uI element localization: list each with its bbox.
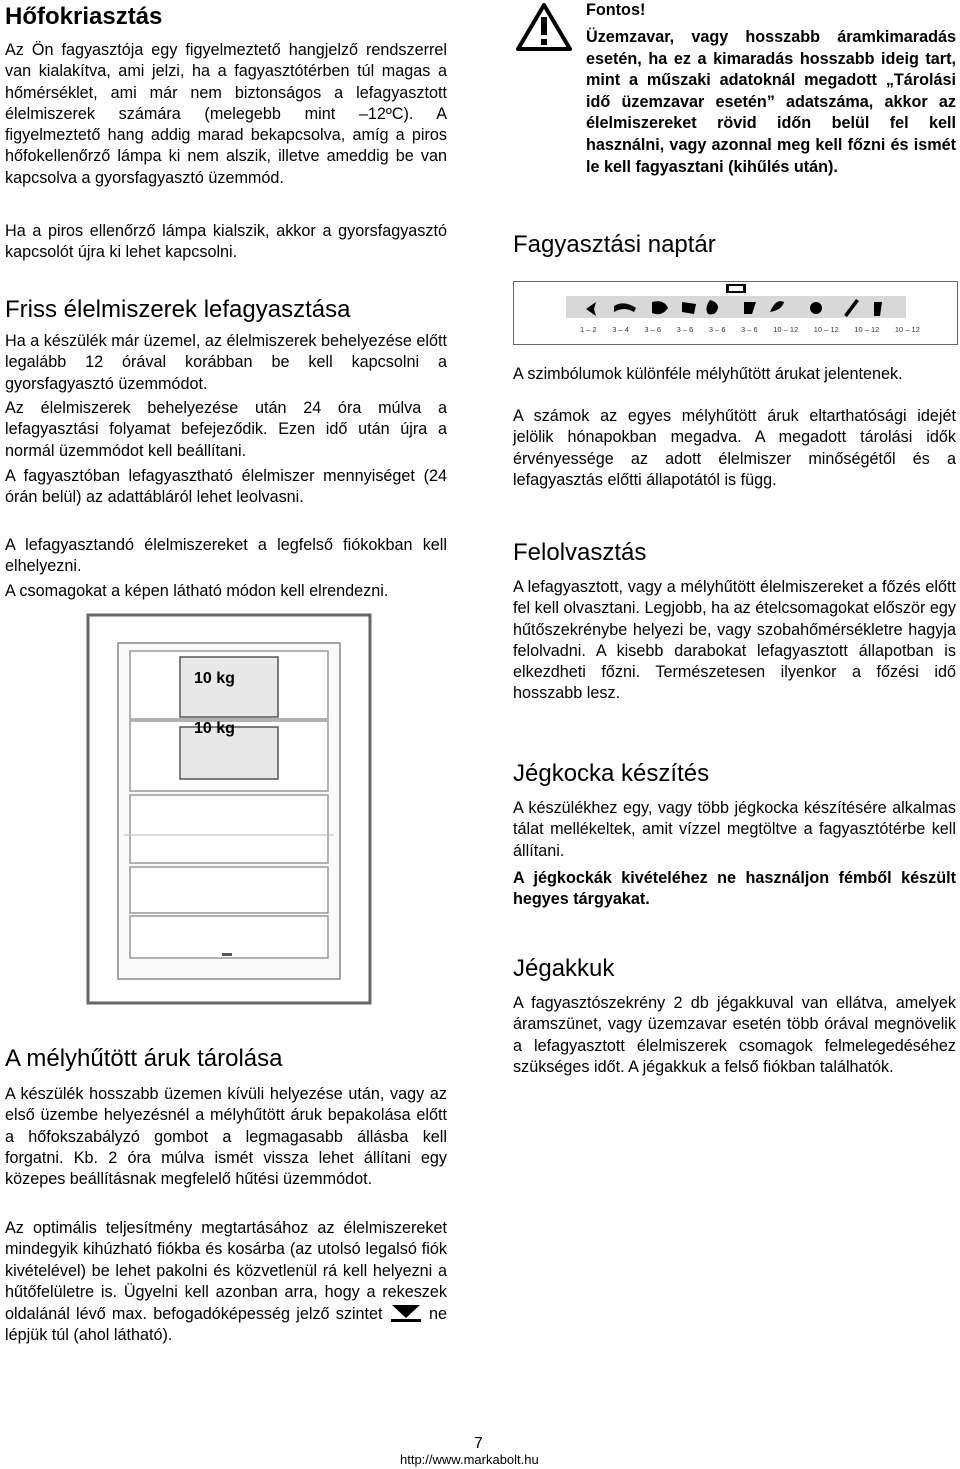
calendar-range: 3 – 6 [708,325,726,334]
paragraph: A számok az egyes mélyhűtött áruk eltarthatósági idejét jelölik hónapokban megadva. A megadott tárolási idők érvényessége az adott élelmiszer minőségétől és a lefagyasztás előtti állapotától is függ. [513,407,956,489]
calendar-range: 3 – 6 [644,325,662,334]
paragraph: A készülékhez egy, vagy több jégkocka készítésére alkalmas tálat mellékeltek, amit vízzel megtöltve a fagyasztótérbe kell állítani. [513,799,956,860]
section-title-hofokriasztas: Hőfokriasztás [5,3,163,30]
paragraph-bold: A jégkockák kivételéhez ne használjon fémből készült hegyes tárgyakat. [513,869,956,909]
warning-text: Üzemzavar, vagy hosszabb áramkimaradás esetén, ha ez a kimaradás hosszabb ideig tart, mint a műszaki adatoknál megadott „Tárolási idő üzemzavar esetén” adatszáma, akkor az élelmiszereket rövid időn belül fel kell használni, vagy azonnal meg kell főzni és ismét le kell fagyasztani (kihűlés után). [586,28,956,176]
paragraph: A szimbólumok különféle mélyhűtött árukat jelentenek. [513,365,903,383]
calendar-range: 10 – 12 [894,325,920,334]
paragraph: Ha a piros ellenőrző lámpa kialszik, akkor a gyorsfagyasztó kapcsolót újra ki lehet kapcsolni. [5,222,447,262]
fruit-icon [810,302,822,314]
freezing-calendar [513,281,958,345]
calendar-range: 3 – 6 [741,325,758,334]
calendar-symbols [514,282,957,344]
warning-icon [516,3,572,51]
page-number: 7 [474,1435,483,1452]
calendar-ranges [580,325,920,334]
figure-label: 10 kg [194,720,235,737]
calendar-range: 10 – 12 [773,325,799,334]
max-level-indicator-icon [389,1303,423,1323]
snowflake-icon [726,284,746,293]
calendar-range: 3 – 4 [612,325,629,334]
paragraph: A csomagokat a képen látható módon kell elrendezni. [5,582,389,600]
paragraph: Ha a készülék már üzemel, az élelmiszerek behelyezése előtt legalább 12 órával korábban be kell kapcsolni a gyorsfagyasztó üzemmódot. [5,332,447,393]
paragraph-text: ne lépjük túl (ahol látható). [5,1305,447,1345]
paragraph: Az Ön fagyasztója egy figyelmeztető hangjelző rendszerrel van kialakítva, ami jelzi, ha a fagyasztótérben túl magas a hőmérséklet, ami már nem biztonságos a lefagyasztott élelmiszerek számára (melegebb mint –12ºC). A figyelmeztető hang addig marad bekapcsolva, amíg a piros hőfokellenőrző lámpa ki nem alszik, illetve ameddig be van kapcsolva a gyorsfagyasztó üzemmód. [5,41,447,187]
calendar-range: 10 – 12 [813,325,839,334]
section-title-fagyasztasi-naptar: Fagyasztási naptár [513,231,716,258]
footer-url: http://www.markabolt.hu [400,1452,539,1467]
section-title-jegkocka: Jégkocka készítés [513,760,710,787]
warning-title: Fontos! [586,1,646,19]
paragraph [5,1218,447,1347]
calendar-range: 10 – 12 [854,325,880,334]
paragraph: A lefagyasztott, vagy a mélyhűtött élelmiszereket a főzés előtt fel kell olvasztani. Legjobb, ha az ételcsomagokat először egy hűtőszekrénybe helyezi be, vagy szobahőmérsékletre hagyja felolvadni. A kisebb darabokat lefagyasztott állapotban is elkezdheti főzni. Természetesen ilyenkor a főzési idő hosszabb lesz. [513,578,956,703]
section-title-felolvasztas: Felolvasztás [513,539,647,566]
section-title-friss-elelmiszerek: Friss élelmiszerek lefagyasztása [5,296,351,323]
paragraph: A fagyasztószekrény 2 db jégakkuval van ellátva, amelyek áramszünet, vagy üzemzavar esetén több órával megnövelik a lefagyasztott élelmiszerek csomagok felmelegedéséhez szükséges időt. A jégakkuk a felső fiókban találhatók. [513,994,956,1076]
paragraph: A fagyasztóban lefagyasztható élelmiszer mennyiséget (24 órán belül) az adattábláról lehet leolvasni. [5,467,447,507]
calendar-range: 1 – 2 [580,325,597,334]
poultry-icon [682,302,696,314]
paragraph: A lefagyasztandó élelmiszereket a legfelső fiókokban kell elhelyezni. [5,536,447,576]
paragraph-text: Az optimális teljesítmény megtartásához az élelmiszereket mindegyik kihúzható fiókba és kosárba (az utolsó legalsó fiók kivételével) be lehet pakolni és közvetlenül rá kell helyezni a hűtőfelületre is. Ügyelni kell azonban arra, hogy a rekeszek oldalánál lévő max. befogadóképesség jelző szintet [5,1219,447,1324]
section-title-jegakkuk: Jégakkuk [513,955,615,982]
calendar-range: 3 – 6 [676,325,694,334]
paragraph: A készülék hosszabb üzemen kívüli helyezése után, vagy az első üzembe helyezésnél a mélyhűtött áruk bepakolása előtt a hőfokszabályzó gombot a legmagasabb állásba kell forgatni. Kb. 2 óra múlva ismét vissza lehet állítani egy közepes beállításnak megfelelő hűtési üzemmódot. [5,1085,447,1189]
section-title-melyhutott-aruk: A mélyhűtött áruk tárolása [5,1045,283,1072]
figure-label: 10 kg [194,670,235,687]
paragraph: Az élelmiszerek behelyezése után 24 óra múlva a lefagyasztási folyamat befejeződik. Ezen idő után újra a normál üzemmódot kell beállítani. [5,399,447,460]
